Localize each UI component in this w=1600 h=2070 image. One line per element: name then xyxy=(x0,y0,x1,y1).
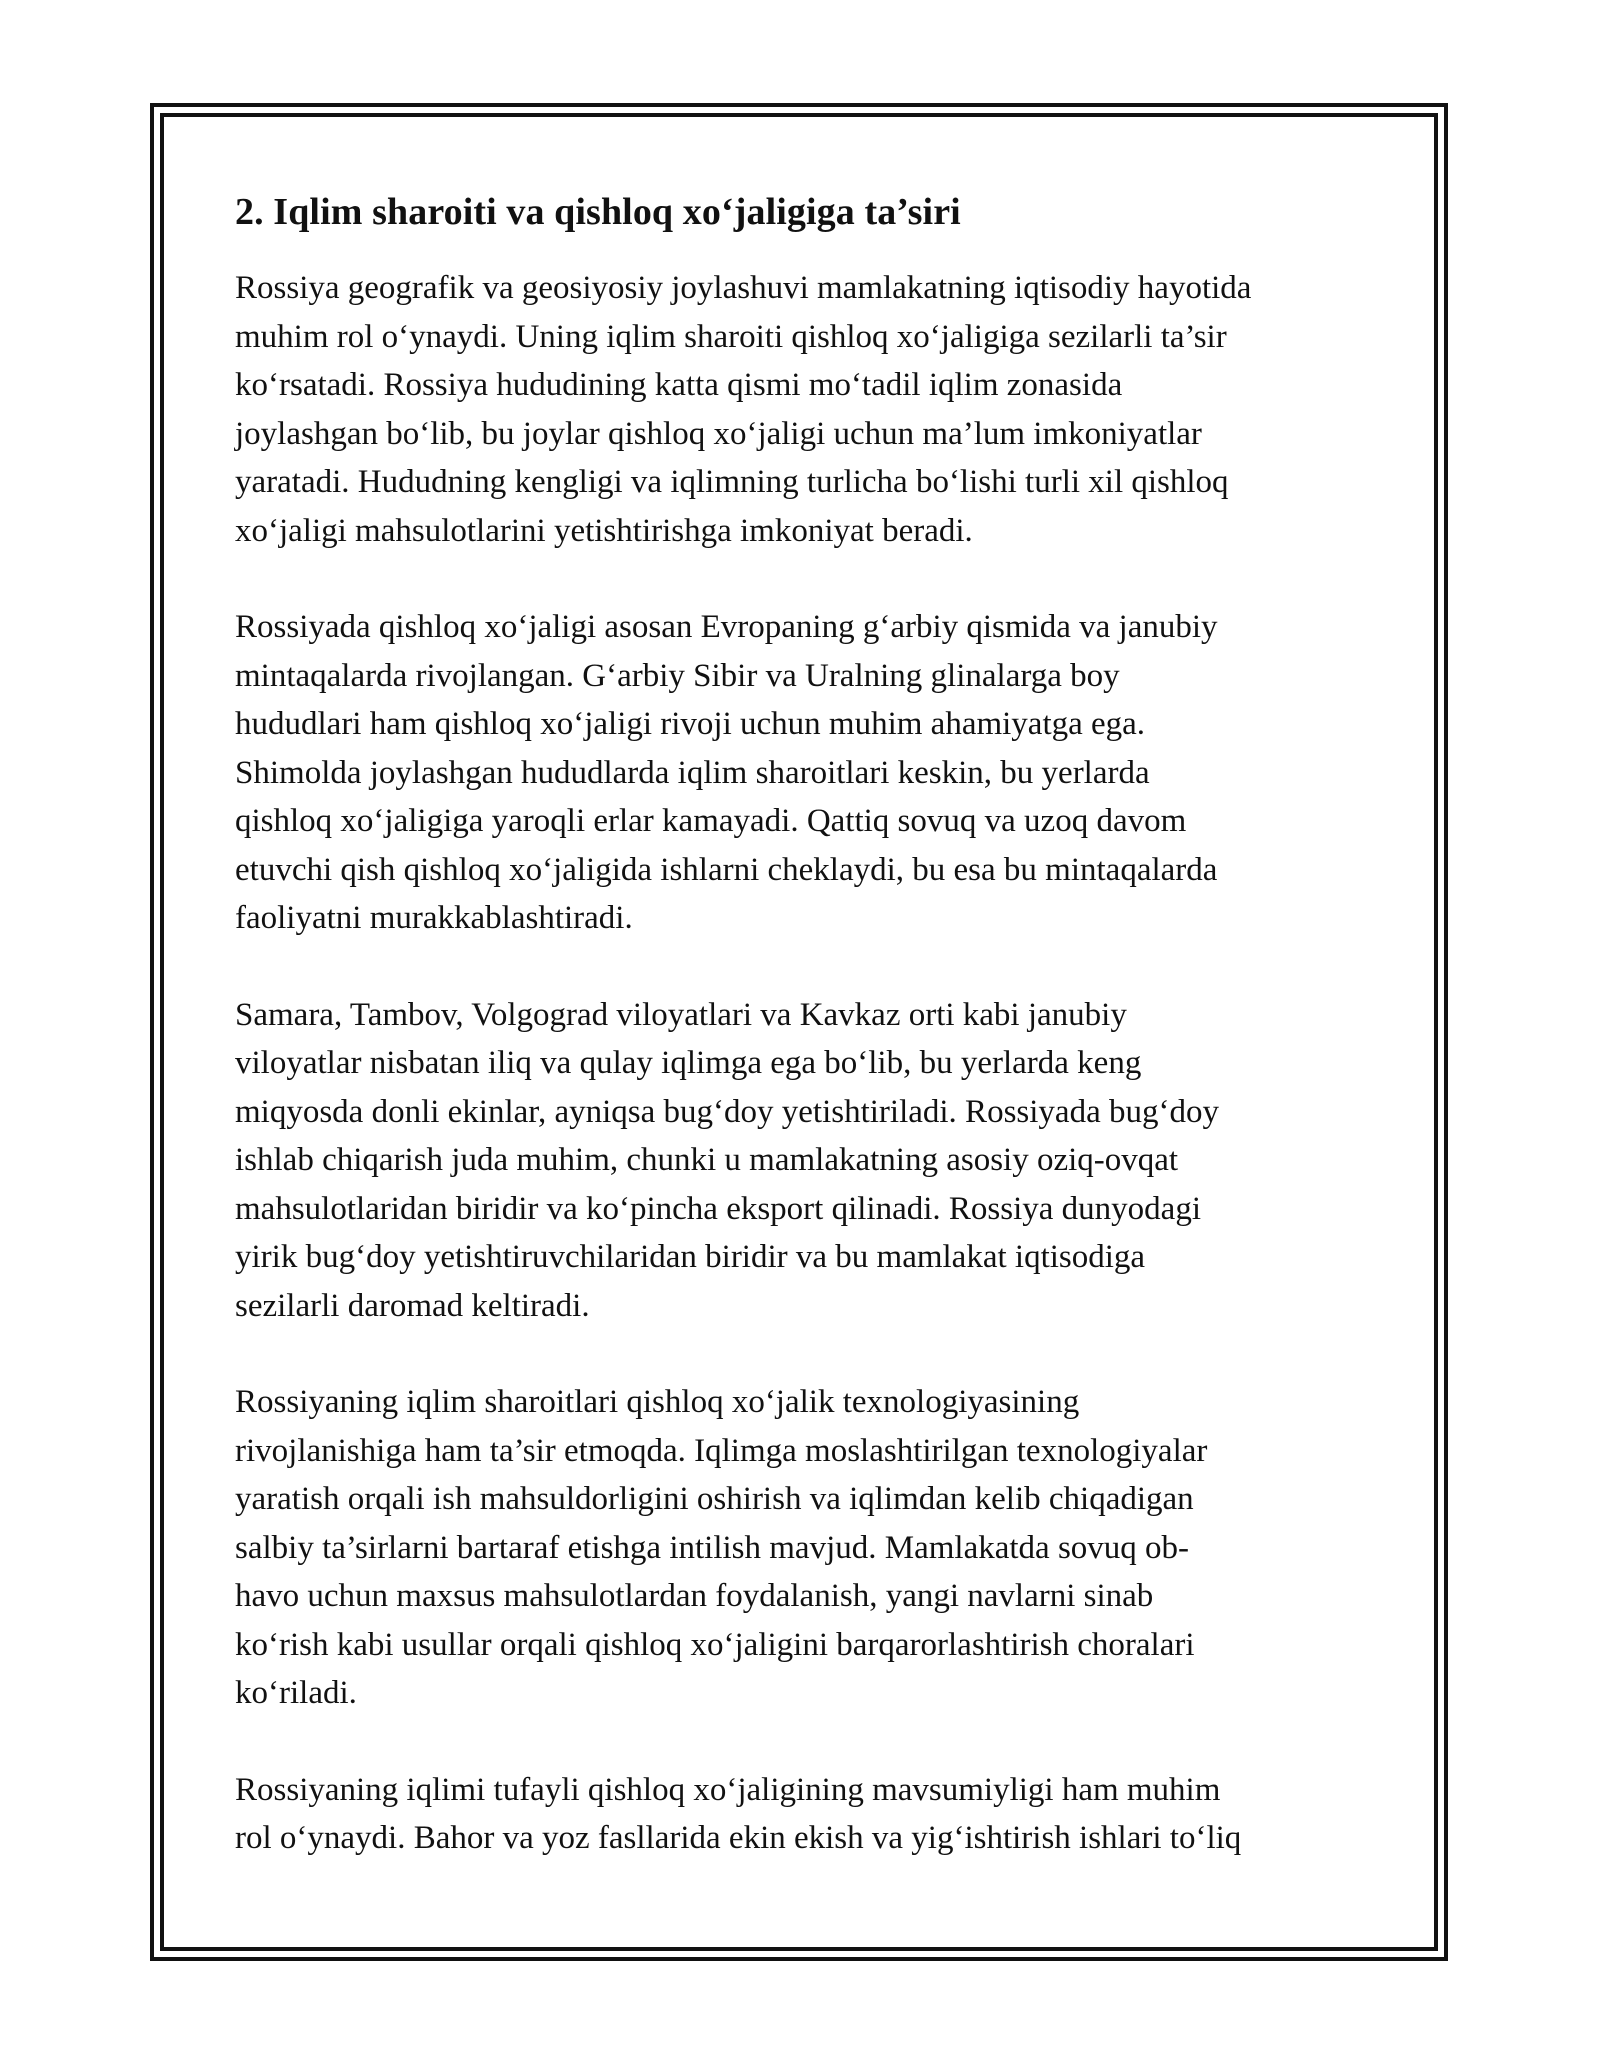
paragraph-5: Rossiyaning iqlimi tufayli qishloq xo‘jaligining mavsumiyligi ham muhim rol o‘ynaydi. Bahor va yoz fasllarida ekin ekish va yig‘ishtirish ishlari to‘liq xyxy=(235,1771,1242,1856)
paragraph-3: Samara, Tambov, Volgograd viloyatlari va Kavkaz orti kabi janubiy viloyatlar nisbatan iliq va qulay iqlimga ega bo‘lib, bu yerlarda keng miqyosda donli ekinlar, ayniqsa bug‘doy yetishtiriladi. Rossiyada bug‘doy ishlab chiqarish juda muhim, chunki u mamlakatning asosiy oziq-ovqat mahsulotlaridan biridir va ko‘pincha eksport qilinadi. Rossiya dunyodagi yirik bug‘doy yetishtiruvchilaridan biridir va bu mamlakat iqtisodiga sezilarli daromad keltiradi. xyxy=(235,996,1219,1324)
paragraph-2: Rossiyada qishloq xo‘jaligi asosan Evropaning g‘arbiy qismida va janubiy mintaqalarda rivojlangan. G‘arbiy Sibir va Uralning glinalarga boy hududlari ham qishloq xo‘jaligi rivoji uchun muhim ahamiyatga ega. Shimolda joylashgan hududlarda iqlim sharoitlari keskin, bu yerlarda qishloq xo‘jaligiga yaroqli erlar kamayadi. Qattiq sovuq va uzoq davom etuvchi qish qishloq xo‘jaligida ishlarni cheklaydi, bu esa bu mintaqalarda faoliyatni murakkablashtiradi. xyxy=(235,609,1218,936)
paragraph-1: Rossiya geografik va geosiyosiy joylashuvi mamlakatning iqtisodiy hayotida muhim rol o‘ynaydi. Uning iqlim sharoiti qishloq xo‘jaligiga sezilarli ta’sir ko‘rsatadi. Rossiya hududining katta qismi mo‘tadil iqlim zonasida joylashgan bo‘lib, bu joylar qishloq xo‘jaligi uchun ma’lum imkoniyatlar yaratadi. Hududning kengligi va iqlimning turlicha bo‘lishi turli xil qishloq xo‘jaligi mahsulotlarini yetishtirishga imkoniyat beradi. xyxy=(235,270,1252,549)
document-body xyxy=(235,186,1375,1911)
paragraph-4: Rossiyaning iqlim sharoitlari qishloq xo‘jalik texnologiyasining rivojlanishiga ham ta’sir etmoqda. Iqlimga moslashtirilgan texnologiyalar yaratish orqali ish mahsuldorligini oshirish va iqlimdan kelib chiqadigan salbiy ta’sirlarni bartaraf etishga intilish mavjud. Mamlakatda sovuq ob- havo uchun maxsus mahsulotlardan foydalanish, yangi navlarni sinab ko‘rish kabi usullar orqali qishloq xo‘jaligini barqarorlashtirish choralari ko‘riladi. xyxy=(235,1384,1208,1711)
section-title: 2. Iqlim sharoiti va qishloq xo‘jaligiga ta’siri xyxy=(235,191,961,233)
